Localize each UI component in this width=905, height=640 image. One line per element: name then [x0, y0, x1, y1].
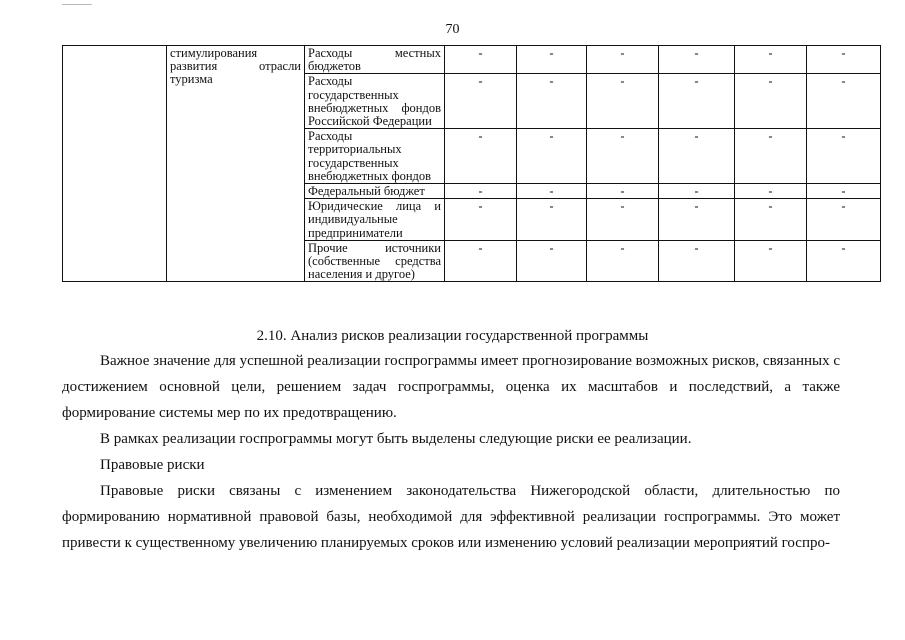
source-cell [305, 240, 445, 282]
value-cell: - [807, 184, 881, 199]
source-line: внебюджетных фондов [308, 168, 432, 183]
source-line: Расходы [308, 74, 353, 89]
source-line: Прочие источники [308, 240, 441, 255]
value-cell: - [517, 199, 587, 241]
source-cell [305, 74, 445, 129]
program-name-cell [167, 46, 305, 282]
page-number-text: 70 [445, 22, 460, 37]
source-line: индивидуальные [308, 212, 398, 227]
program-line: туризма [170, 72, 213, 87]
source-line: (собственные средства [308, 254, 441, 269]
value-cell: - [517, 46, 587, 74]
program-line: развития отрасли [170, 59, 301, 74]
value-cell: - [445, 129, 517, 184]
source-line: населения и другое) [308, 267, 415, 282]
source-line: Расходы [308, 129, 353, 144]
value-cell: - [587, 199, 659, 241]
value-cell: - [445, 74, 517, 129]
value-cell: - [659, 184, 735, 199]
page-number [0, 22, 905, 38]
value-cell: - [517, 129, 587, 184]
value-cell: - [445, 199, 517, 241]
source-line: территориальных [308, 142, 402, 157]
source-line: Расходы местных [308, 46, 441, 60]
value-cell: - [587, 129, 659, 184]
value-cell: - [659, 240, 735, 282]
value-cell: - [807, 199, 881, 241]
value-cell: - [735, 240, 807, 282]
value-cell: - [517, 184, 587, 199]
source-line: Российской Федерации [308, 114, 432, 129]
value-cell: - [445, 46, 517, 74]
paragraph: Правовые риски связаны с изменением законодательства Нижегородской области, длительностью по формированию нормативной правовой базы, необходимой для эффективной реализации госпрограммы. Это может привести к существенному увеличению планируемых сроков или изменению условий реализации мероприятий госпро- [62, 483, 840, 551]
value-cell: - [445, 184, 517, 199]
value-cell: - [587, 184, 659, 199]
section-title: 2.10. Анализ рисков реализации государственной программы [256, 328, 649, 344]
value-cell: - [587, 74, 659, 129]
source-line: Юридические лица и [308, 199, 441, 214]
source-line: государственных [308, 155, 399, 170]
paragraph: Важное значение для успешной реализации госпрограммы имеет прогнозирование возможных рисков, связанных с достижением основной цели, решением задач госпрограммы, оценка их масштабов и последствий, а также формирование системы мер по их предотвращению. [62, 353, 840, 421]
funding-table [62, 45, 881, 282]
value-cell: - [735, 46, 807, 74]
source-line: Федеральный бюджет [308, 184, 425, 199]
value-cell: - [807, 74, 881, 129]
value-cell: - [659, 129, 735, 184]
value-cell: - [807, 46, 881, 74]
value-cell: - [445, 240, 517, 282]
value-cell: - [807, 240, 881, 282]
value-cell: - [735, 184, 807, 199]
source-line: государственных [308, 87, 399, 102]
header-rule [62, 4, 92, 5]
paragraph-heading: Правовые риски [100, 457, 205, 473]
paragraph: В рамках реализации госпрограммы могут быть выделены следующие риски ее реализации. [100, 431, 692, 447]
value-cell: - [517, 240, 587, 282]
source-line: внебюджетных фондов [308, 100, 441, 115]
value-cell: - [735, 129, 807, 184]
section-body [62, 348, 840, 556]
source-cell [305, 129, 445, 184]
value-cell: - [659, 46, 735, 74]
value-cell: - [735, 74, 807, 129]
value-cell: - [659, 74, 735, 129]
value-cell: - [807, 129, 881, 184]
source-line: предприниматели [308, 225, 403, 240]
source-cell [305, 184, 445, 199]
value-cell: - [735, 199, 807, 241]
table-row [63, 46, 881, 74]
value-cell: - [587, 46, 659, 74]
value-cell: - [659, 199, 735, 241]
table-cell-empty [63, 46, 167, 282]
source-cell [305, 46, 445, 74]
source-cell [305, 199, 445, 241]
value-cell: - [587, 240, 659, 282]
source-line: бюджетов [308, 59, 361, 74]
value-cell: - [517, 74, 587, 129]
program-line: стимулирования [170, 46, 258, 60]
